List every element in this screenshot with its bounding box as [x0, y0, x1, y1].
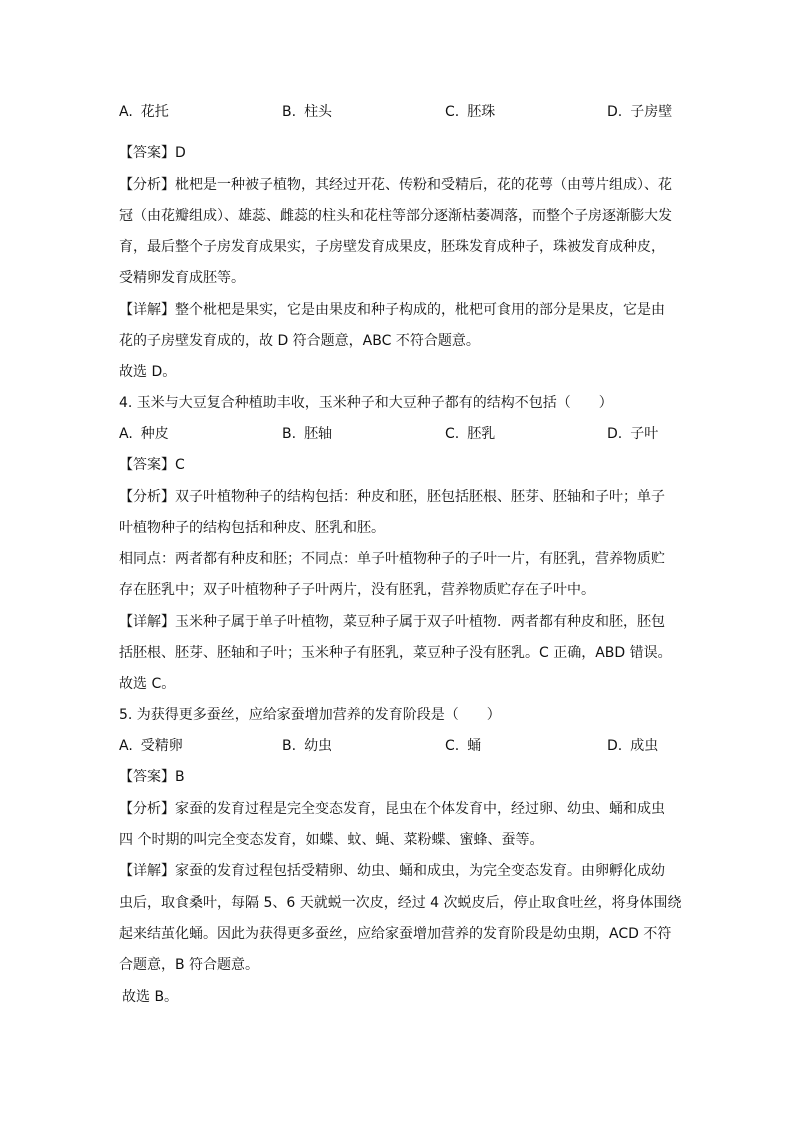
q3-analysis-line: 受精卵发育成胚等。 — [119, 270, 245, 286]
q5-detail-line: 起来结茧化蛹。因此为获得更多蚕丝，应给家蚕增加营养的发育阶段是幼虫期，ACD 不符 — [119, 926, 672, 942]
q3-analysis-line: 育，最后整个子房发育成果实，子房壁发育成果皮，胚珠发育成种子，珠被发育成种皮， — [119, 239, 665, 255]
q5-answer: 【答案】B — [119, 769, 185, 785]
q4-conclusion: 故选 C。 — [119, 676, 176, 692]
q5-analysis-line: 【分析】家蚕的发育过程是完全变态发育，昆虫在个体发育中，经过卵、幼虫、蛹和成虫 — [119, 801, 665, 817]
q5-option-a: A. 受精卵 — [119, 738, 183, 754]
q4-option-b: B. 胚轴 — [282, 426, 333, 442]
q3-option-c: C. 胚珠 — [445, 104, 496, 120]
q3-answer: 【答案】D — [119, 145, 186, 161]
q5-detail-line: 虫后，取食桑叶，每隔 5、6 天就蜕一次皮，经过 4 次蜕皮后，停止取食吐丝，将身体围绕 — [119, 895, 682, 911]
q4-answer: 【答案】C — [119, 457, 185, 473]
q5-option-d: D. 成虫 — [607, 738, 659, 754]
q4-detail-line: 【详解】玉米种子属于单子叶植物，菜豆种子属于双子叶植物．两者都有种皮和胚，胚包 — [119, 614, 665, 630]
q4-stem: 4. 玉米与大豆复合种植助丰收，玉米种子和大豆种子都有的结构不包括（ ） — [119, 395, 613, 411]
q4-analysis-line: 叶植物种子的结构包括和种皮、胚乳和胚。 — [119, 520, 385, 536]
q5-stem: 5. 为获得更多蚕丝，应给家蚕增加营养的发育阶段是（ ） — [119, 707, 501, 723]
q3-detail-line: 【详解】整个枇杷是果实，它是由果皮和种子构成的，枇杷可食用的部分是果皮，它是由 — [119, 302, 665, 318]
q4-option-a: A. 种皮 — [119, 426, 169, 442]
q4-analysis-line: 存在胚乳中；双子叶植物种子子叶两片，没有胚乳，营养物质贮存在子叶中。 — [119, 582, 595, 598]
q3-option-a: A. 花托 — [119, 104, 169, 120]
q3-option-b: B. 柱头 — [282, 104, 333, 120]
q5-detail-line: 【详解】家蚕的发育过程包括受精卵、幼虫、蛹和成虫，为完全变态发育。由卵孵化成幼 — [119, 863, 665, 879]
q5-analysis-line: 四 个时期的叫完全变态发育，如蝶、蚊、蝇、菜粉蝶、蜜蜂、蚕等。 — [119, 832, 544, 848]
q3-detail-line: 花的子房壁发育成的，故 D 符合题意，ABC 不符合题意。 — [119, 333, 480, 349]
q5-option-c: C. 蛹 — [445, 738, 482, 754]
q3-analysis-line: 【分析】枇杷是一种被子植物，其经过开花、传粉和受精后，花的花萼（由萼片组成）、花 — [119, 177, 672, 193]
q4-detail-line: 括胚根、胚芽、胚轴和子叶；玉米种子有胚乳，菜豆种子没有胚乳。C 正确，ABD 错误。 — [119, 645, 672, 661]
q5-option-b: B. 幼虫 — [282, 738, 333, 754]
q4-analysis-line: 相同点：两者都有种皮和胚；不同点：单子叶植物种子的子叶一片，有胚乳，营养物质贮 — [119, 551, 665, 567]
q3-conclusion: 故选 D。 — [119, 364, 177, 380]
q4-option-c: C. 胚乳 — [445, 426, 496, 442]
q5-detail-line: 合题意，B 符合题意。 — [119, 957, 260, 973]
q5-conclusion: 故选 B。 — [122, 989, 179, 1005]
q4-option-d: D. 子叶 — [607, 426, 659, 442]
q3-analysis-line: 冠（由花瓣组成）、雄蕊、雌蕊的柱头和花柱等部分逐渐枯萎凋落，而整个子房逐渐膨大发 — [119, 208, 672, 224]
q4-analysis-line: 【分析】双子叶植物种子的结构包括：种皮和胚，胚包括胚根、胚芽、胚轴和子叶；单子 — [119, 489, 665, 505]
q3-option-d: D. 子房壁 — [607, 104, 673, 120]
